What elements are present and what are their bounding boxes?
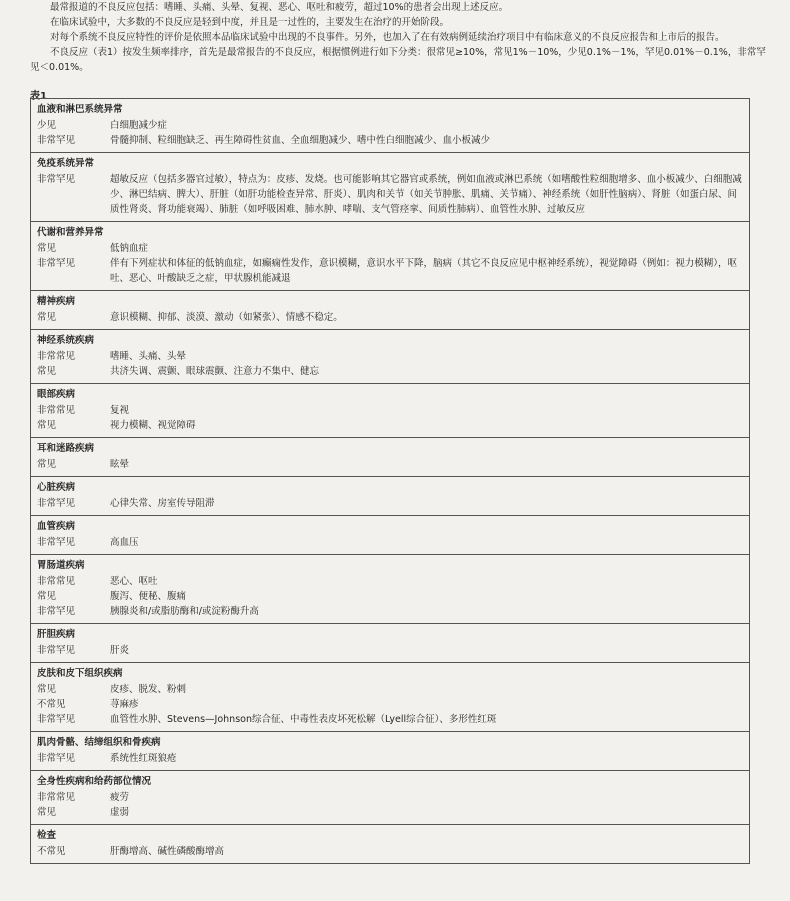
reaction-cell: 高血压 (110, 537, 139, 548)
intro-paragraph: 最常报道的不良反应包括：嗜睡、头痛、头晕、复视、恶心、呕吐和疲劳，超过10%的患者会出现上述反应。 (50, 2, 509, 13)
table-row (37, 118, 743, 133)
table-row (37, 790, 743, 805)
frequency-cell: 不常见 (37, 699, 66, 710)
table-row (37, 457, 743, 472)
reaction-cell: 心律失常、房室传导阻滞 (110, 498, 215, 509)
table-section (31, 663, 749, 732)
frequency-cell: 常见 (37, 591, 57, 602)
reaction-cell: 低钠血症 (110, 243, 149, 254)
table-section (31, 516, 749, 555)
reaction-cell: 嗜睡、头痛、头晕 (110, 351, 187, 362)
table-label: 表1 (30, 91, 47, 102)
intro-paragraph: 对每个系统不良反应特性的评价是依照本品临床试验中出现的不良事件。另外，也加入了在有效病例延续治疗项目中有临床意义的不良反应报告和上市后的报告。 (50, 32, 725, 43)
section-title: 精神疾病 (37, 296, 76, 307)
section-title: 眼部疾病 (37, 389, 76, 400)
reaction-cell: 肝酶增高、碱性磷酸酶增高 (110, 846, 225, 857)
frequency-cell: 常见 (37, 684, 57, 695)
section-title: 耳和迷路疾病 (37, 443, 95, 454)
frequency-cell: 不常见 (37, 846, 66, 857)
table-section (31, 222, 749, 291)
section-title: 皮肤和皮下组织疾病 (37, 668, 123, 679)
reaction-cell: 皮疹、脱发、粉刺 (110, 684, 187, 695)
section-title: 肌肉骨骼、结缔组织和骨疾病 (37, 737, 161, 748)
frequency-cell: 非常常见 (37, 576, 76, 587)
frequency-cell: 非常常见 (37, 405, 76, 416)
frequency-cell: 非常罕见 (37, 645, 76, 656)
table-row (37, 403, 743, 418)
reaction-cell: 腹泻、便秘、腹痛 (110, 591, 187, 602)
section-title: 全身性疾病和给药部位情况 (37, 776, 152, 787)
frequency-cell: 非常罕见 (37, 714, 76, 725)
reaction-cell: 视力模糊、视觉障碍 (110, 420, 196, 431)
reaction-cell: 胰腺炎和/或脂肪酶和/或淀粉酶升高 (110, 606, 259, 617)
table-section (31, 330, 749, 384)
table-row (37, 349, 743, 364)
reaction-cell: 眩晕 (110, 459, 130, 470)
reaction-cell: 伴有下列症状和体征的低钠血症，如癫痫性发作，意识模糊，意识水平下降，脑病（其它不良反应见中枢神经系统），视觉障碍（例如：视力模糊），呕吐、恶心、叶酸缺乏之症，甲状腺机能减退 (110, 258, 738, 284)
frequency-cell: 常见 (37, 243, 57, 254)
table-section (31, 555, 749, 624)
frequency-cell: 常见 (37, 459, 57, 470)
section-title: 检查 (37, 830, 57, 841)
table-section (31, 624, 749, 663)
frequency-cell: 非常罕见 (37, 174, 76, 185)
reaction-cell: 意识模糊、抑郁、淡漠、激动（如紧张）、情感不稳定。 (110, 312, 343, 323)
table-row (37, 310, 743, 325)
table-row (37, 496, 743, 511)
table-row (37, 712, 743, 727)
table-section (31, 99, 749, 153)
frequency-cell: 少见 (37, 120, 57, 131)
reaction-cell: 血管性水肿、Stevens—Johnson综合征、中毒性表皮坏死松解（Lyell综合征）、多形性红斑 (110, 714, 497, 725)
table-section (31, 771, 749, 825)
table-section (31, 438, 749, 477)
frequency-cell: 常见 (37, 366, 57, 377)
intro-paragraph: 不良反应（表1）按发生频率排序，首先是最常报告的不良反应，根据惯例进行如下分类：很常见≥10%，常见1%－10%，少见0.1%－1%，罕见0.01%－0.1%，非常罕见＜0.01%。 (30, 47, 766, 73)
table-row (37, 697, 743, 712)
frequency-cell: 非常罕见 (37, 606, 76, 617)
table-row (37, 805, 743, 820)
frequency-cell: 非常常见 (37, 351, 76, 362)
table-row (37, 643, 743, 658)
table-section (31, 291, 749, 330)
reaction-cell: 虚弱 (110, 807, 130, 818)
section-title: 肝胆疾病 (37, 629, 76, 640)
table-row (37, 604, 743, 619)
frequency-cell: 非常罕见 (37, 135, 76, 146)
reaction-cell: 肝炎 (110, 645, 130, 656)
table-row (37, 682, 743, 697)
reaction-cell: 疲劳 (110, 792, 130, 803)
table-row (37, 364, 743, 379)
intro-paragraph: 在临床试验中，大多数的不良反应是轻到中度，并且是一过性的，主要发生在治疗的开始阶段。 (50, 17, 450, 28)
frequency-cell: 常见 (37, 807, 57, 818)
reaction-cell: 复视 (110, 405, 130, 416)
reaction-cell: 骨髓抑制、粒细胞缺乏、再生障碍性贫血、全血细胞减少、嗜中性白细胞减少、血小板减少 (110, 135, 491, 146)
reaction-cell: 共济失调、震颤、眼球震颤、注意力不集中、健忘 (110, 366, 320, 377)
frequency-cell: 非常罕见 (37, 258, 76, 269)
table-section (31, 825, 749, 864)
frequency-cell: 非常罕见 (37, 498, 76, 509)
reaction-cell: 荨麻疹 (110, 699, 139, 710)
table-row (37, 574, 743, 589)
adverse-reaction-table (30, 98, 750, 864)
frequency-cell: 非常罕见 (37, 537, 76, 548)
table-row (37, 241, 743, 256)
section-title: 胃肠道疾病 (37, 560, 85, 571)
section-title: 神经系统疾病 (37, 335, 95, 346)
table-row (37, 172, 743, 217)
table-row (37, 133, 743, 148)
table-row (37, 589, 743, 604)
table-section (31, 732, 749, 771)
frequency-cell: 非常罕见 (37, 753, 76, 764)
table-row (37, 418, 743, 433)
table-section (31, 153, 749, 222)
table-row (37, 844, 743, 859)
frequency-cell: 非常常见 (37, 792, 76, 803)
section-title: 代谢和营养异常 (37, 227, 104, 238)
frequency-cell: 常见 (37, 420, 57, 431)
reaction-cell: 白细胞减少症 (110, 120, 168, 131)
section-title: 心脏疾病 (37, 482, 76, 493)
table-row (37, 751, 743, 766)
section-title: 血管疾病 (37, 521, 76, 532)
section-title: 血液和淋巴系统异常 (37, 104, 123, 115)
section-title: 免疫系统异常 (37, 158, 95, 169)
reaction-cell: 恶心、呕吐 (110, 576, 158, 587)
table-row (37, 256, 743, 286)
reaction-cell: 系统性红斑狼疮 (110, 753, 177, 764)
table-row (37, 535, 743, 550)
table-section (31, 384, 749, 438)
table-section (31, 477, 749, 516)
reaction-cell: 超敏反应（包括多器官过敏），特点为：皮疹、发烧。也可能影响其它器官或系统，例如血液或淋巴系统（如嗜酸性粒细胞增多、血小板减少、白细胞减少、淋巴结病、脾大）、肝脏（如肝功能检查异常、肝炎）、肌肉和关节（如关节肿胀、肌痛、关节痛）、神经系统（如肝性脑病）、肾脏（如蛋白尿、间质性肾炎、肾功能衰竭）、肺脏（如呼吸困难、肺水肿、哮喘、支气管痉挛、间质性肺病）、血管性水肿、过敏反应 (110, 174, 742, 215)
frequency-cell: 常见 (37, 312, 57, 323)
intro-text (30, 0, 775, 75)
